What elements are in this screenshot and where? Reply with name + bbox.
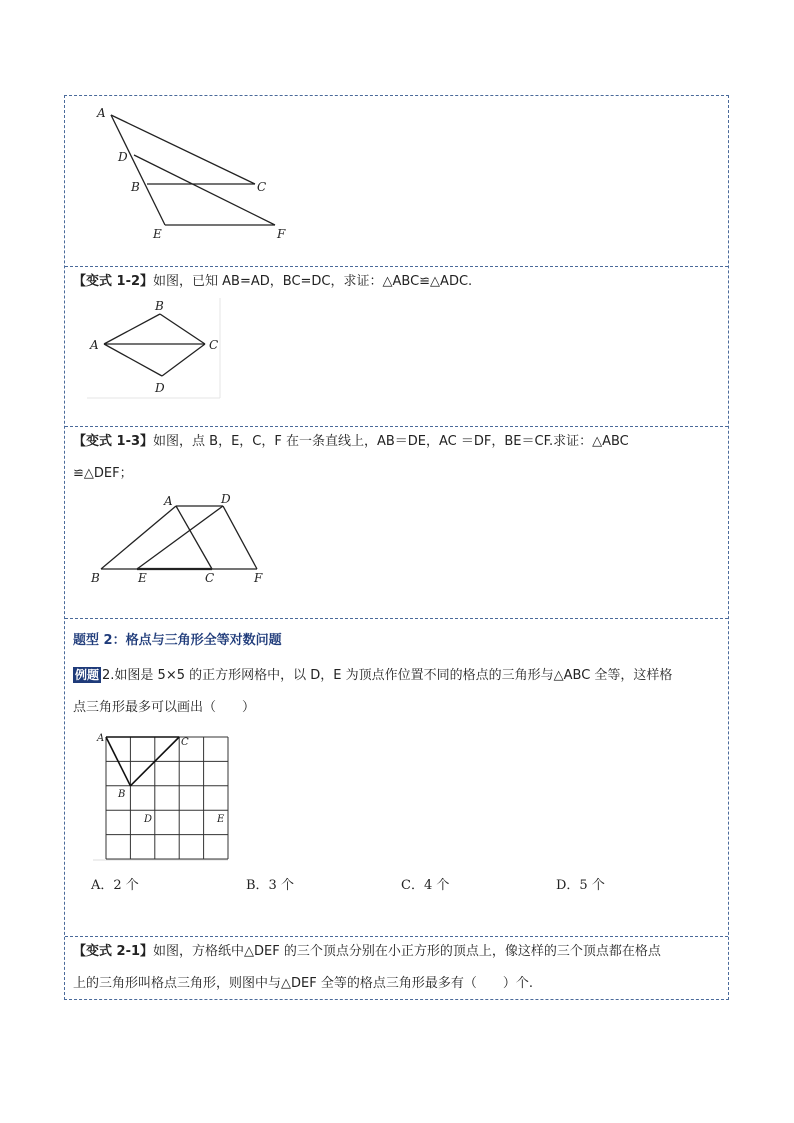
variant-2-1-section xyxy=(65,936,728,1001)
example-line2: 点三角形最多可以画出（ ） xyxy=(73,700,256,715)
label-a: A xyxy=(90,338,99,352)
label-e: E xyxy=(138,571,147,585)
variant-1-3-section xyxy=(65,426,728,618)
label-c: C xyxy=(209,338,219,352)
variant-2-1-line2: 上的三角形叫格点三角形，则图中与△DEF 全等的格点三角形最多有（ ）个. xyxy=(73,976,533,991)
label-c: C xyxy=(205,571,215,585)
label-b: B xyxy=(155,299,164,313)
figure-section-1 xyxy=(65,96,728,266)
content-frame xyxy=(64,95,729,1000)
label-e: E xyxy=(217,814,225,825)
example-line1 xyxy=(73,666,672,686)
variant-1-3-line2: ≌△DEF； xyxy=(73,466,133,481)
label-b: B xyxy=(131,180,140,194)
variant-tag: 【变式 1-3】 xyxy=(73,434,154,449)
variant-1-3-line1 xyxy=(73,432,629,452)
label-d: D xyxy=(155,381,165,395)
label-f: F xyxy=(277,227,286,241)
option-b[interactable]: B．3 个 xyxy=(246,878,294,893)
label-a: A xyxy=(97,106,106,120)
type-2-heading: 题型 2：格点与三角形全等对数问题 xyxy=(73,633,282,648)
example-badge: 例题 xyxy=(75,668,100,682)
grid-figure xyxy=(93,733,233,863)
label-d: D xyxy=(221,494,231,506)
problem-text: 如图，方格纸中△DEF 的三个顶点分别在小正方形的顶点上，像这样的三个顶点都在格点 xyxy=(153,944,661,959)
variant-2-1-line1 xyxy=(73,942,661,962)
variant-1-2-section xyxy=(65,266,728,426)
problem-text: 如图，已知 AB=AD，BC=DC，求证：△ABC≌△ADC. xyxy=(153,274,473,289)
label-f: F xyxy=(254,571,263,585)
example-text: 2.如图是 5×5 的正方形网格中，以 D，E 为顶点作位置不同的格点的三角形与△ABC 全等，这样格 xyxy=(102,668,673,683)
label-c: C xyxy=(181,737,189,748)
variant-1-2-text xyxy=(73,272,472,292)
two-triangles-figure xyxy=(87,494,287,589)
problem-text: 如图，点 B，E，C，F 在一条直线上，AB＝DE，AC ＝DF，BE＝CF.求证：△ABC xyxy=(153,434,629,449)
option-d[interactable]: D．5 个 xyxy=(556,878,605,893)
label-c: C xyxy=(257,180,267,194)
triangle-figure-1 xyxy=(85,101,345,261)
label-e: E xyxy=(153,227,162,241)
label-d: D xyxy=(118,150,128,164)
label-d: D xyxy=(144,814,153,825)
option-c[interactable]: C．4 个 xyxy=(401,878,450,893)
variant-tag: 【变式 1-2】 xyxy=(73,274,154,289)
option-a[interactable]: A．2 个 xyxy=(91,878,139,893)
label-b: B xyxy=(91,571,100,585)
variant-tag: 【变式 2-1】 xyxy=(73,944,154,959)
label-b: B xyxy=(118,789,126,800)
type-2-section xyxy=(65,618,728,936)
kite-figure xyxy=(87,298,227,403)
label-a: A xyxy=(97,733,105,744)
label-a: A xyxy=(164,494,173,508)
